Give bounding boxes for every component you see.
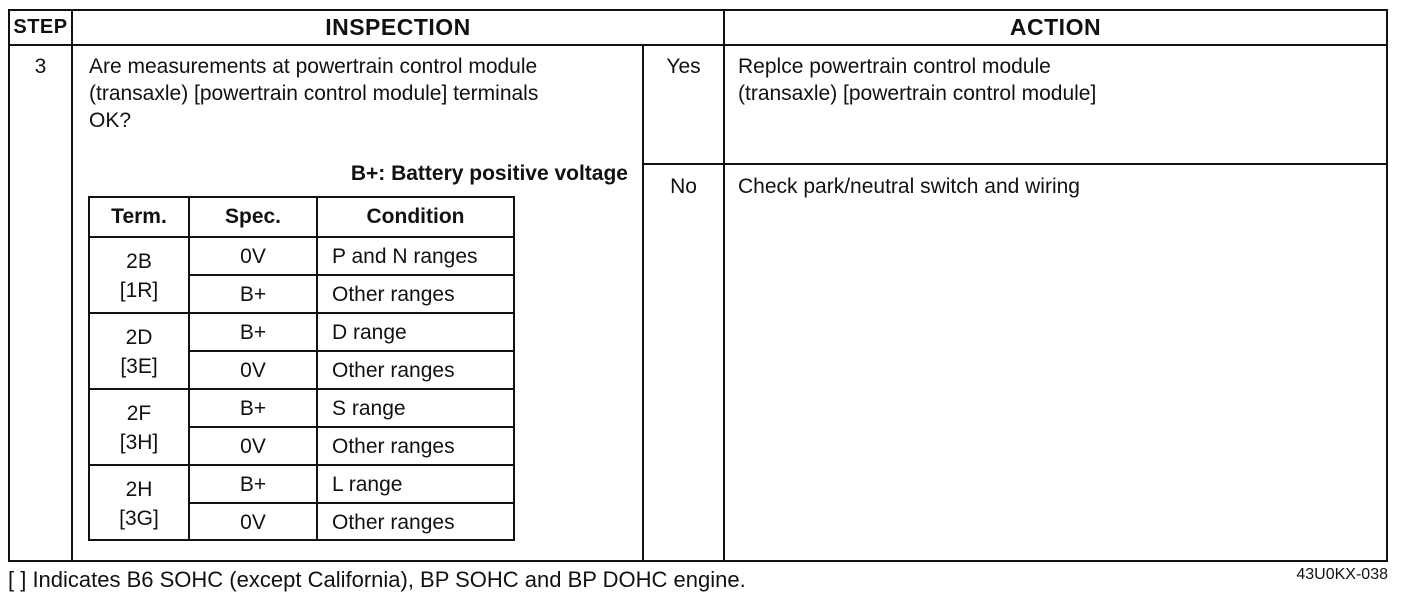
term-cell [90,466,188,542]
inspection-table [8,9,1388,562]
header-step: STEP [13,16,68,38]
condition-value: S range [332,397,406,420]
col-header-term: Term. [111,205,167,228]
term-alt: [3E] [120,355,158,378]
term-cell [90,238,188,314]
divider-step [71,11,73,560]
yes-action-line-2: (transaxle) [powertrain control module] [738,82,1097,105]
header-action: ACTION [1009,14,1102,40]
term-id: 2H [125,478,153,501]
col-header-condition: Condition [366,205,465,228]
question-line-1: Are measurements at powertrain control module [89,55,538,78]
terminal-spec-table [88,196,515,541]
battery-note: B+: Battery positive voltage [350,162,628,185]
yes-action-line-1: Replce powertrain control module [738,55,1051,78]
question-line-3: OK? [89,109,132,132]
spec-value: 0V [240,511,266,534]
condition-value: D range [332,321,407,344]
spec-value: 0V [240,359,266,382]
yes-label: Yes [666,55,701,78]
term-cell [90,390,188,466]
condition-value: Other ranges [332,359,455,382]
term-id: 2B [126,250,152,273]
header-inspection: INSPECTION [325,14,471,40]
no-action: Check park/neutral switch and wiring [738,175,1080,198]
header-divider [10,44,1386,46]
spec-value: B+ [239,473,267,496]
divider-action [723,11,725,560]
spec-col-divider-2 [316,198,318,539]
condition-value: P and N ranges [332,245,478,268]
no-label: No [670,175,697,198]
term-id: 2D [125,326,153,349]
term-alt: [3H] [119,431,159,454]
divider-yesno [642,44,644,560]
condition-value: Other ranges [332,283,455,306]
yes-no-divider [642,163,1386,165]
condition-value: Other ranges [332,511,455,534]
condition-value: L range [332,473,403,496]
col-header-spec: Spec. [224,205,282,228]
spec-value: 0V [240,435,266,458]
spec-value: B+ [239,321,267,344]
spec-value: 0V [240,245,266,268]
condition-value: Other ranges [332,435,455,458]
bracket-footnote: [ ] Indicates B6 SOHC (except California), BP SOHC and BP DOHC engine. [8,567,746,592]
figure-code: 43U0KX-038 [1296,566,1388,583]
spec-value: B+ [239,397,267,420]
step-number: 3 [34,55,47,78]
question-line-2: (transaxle) [powertrain control module] terminals [89,82,539,105]
term-cell [90,314,188,390]
term-alt: [1R] [119,279,159,302]
term-id: 2F [126,402,152,425]
term-alt: [3G] [119,507,159,530]
spec-value: B+ [239,283,267,306]
